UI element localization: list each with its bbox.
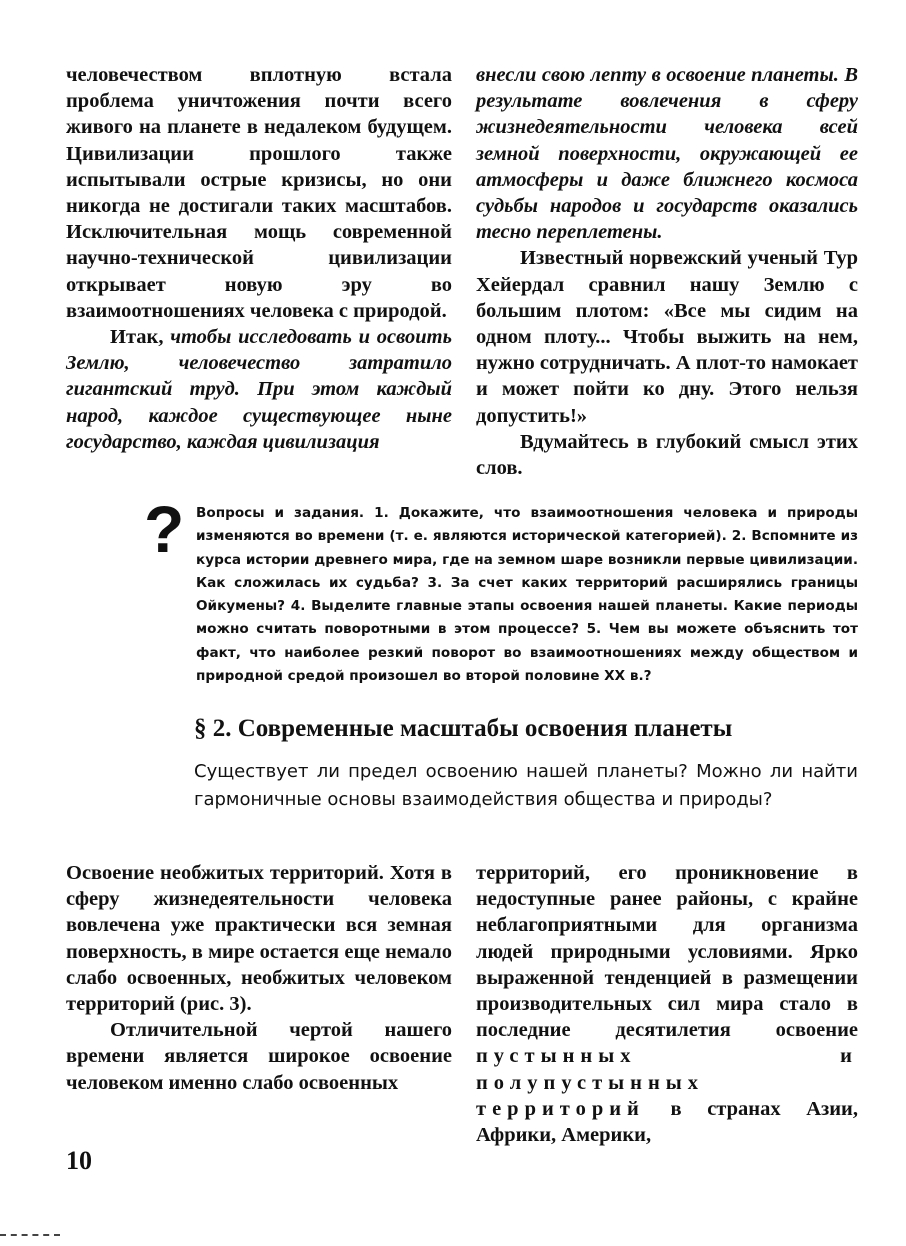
italic-emphasis: чтобы исследовать и освоить Землю, человечество затратило гигантский труд. При этом каждый народ, каждое существующее ныне государство, каждая цивилизация	[66, 326, 452, 453]
paragraph: Отличительной чертой нашего времени является широкое освоение человеком именно слабо освоенных	[66, 1019, 452, 1094]
paragraph-text: в странах Азии, Африки, Америки,	[476, 1097, 858, 1147]
top-left-column	[66, 62, 452, 455]
paragraph-lead: Итак,	[110, 326, 171, 349]
paragraph-text: Хотя в сферу жизнедеятельности человека вовлечена уже практически вся земная поверхность, в мире остается еще немало слабо освоенных, необжитых человеком территорий (рис. 3).	[66, 862, 452, 1016]
questions-label: Вопросы и задания.	[196, 505, 365, 521]
questions-text	[196, 502, 858, 688]
paragraph: человечеством вплотную встала проблема уничтожения почти всего живого на планете в недалеком будущем. Цивилизации прошлого также испытывали острые кризисы, но они никогда не достигали таких масштабов. Исключительная мощь современной научно-технической цивилизации открывает новую эру во взаимоотношениях человека с природой.	[66, 64, 452, 322]
italic-paragraph	[476, 62, 858, 245]
italic-emphasis: внесли свою лепту в освоение планеты. В результате вовлечения в сферу жизнедеятельности человека всей земной поверхности, окружающей ее атмосферы и даже ближнего космоса судьбы народов и государств оказались тесно переплетены.	[476, 64, 858, 244]
bottom-right-column	[476, 860, 858, 1148]
paragraph: Вдумайтесь в глубокий смысл этих слов.	[476, 430, 858, 480]
paragraph-text: территорий, его проникновение в недоступные ранее районы, с крайне неблагоприятными для организма людей природными условиями. Ярко выраженной тенденцией в размещении производительных сил мира стало в последние десятилетия освоение	[476, 862, 858, 1042]
section-lead-questions: Существует ли предел освоению нашей планеты? Можно ли найти гармоничные основы взаимодействия общества и природы?	[194, 761, 858, 810]
top-right-column	[476, 62, 858, 481]
spaced-emphasis: пустынных и полупустынных территорий	[476, 1045, 858, 1120]
page-number: 10	[66, 1146, 92, 1175]
question-mark-icon: ?	[144, 492, 185, 566]
subheading: Освоение необжитых территорий.	[66, 862, 384, 884]
paragraph: Известный норвежский ученый Тур Хейердал сравнил нашу Землю с большим плотом: «Все мы сидим на одном плоту... Чтобы выжить на нем, нужно сотрудничать. А плот-то намокает и может пойти ко дну. Этого нельзя допустить!»	[476, 247, 858, 427]
edge-artifact	[0, 1234, 60, 1240]
paragraph	[66, 860, 452, 1017]
paragraph	[66, 324, 452, 455]
paragraph	[476, 860, 858, 1148]
bottom-left-column	[66, 860, 452, 1096]
section-title: § 2. Современные масштабы освоения планеты	[194, 715, 733, 742]
questions-body: 1. Докажите, что взаимоотношения человека и природы изменяются во времени (т. е. являются исторической категорией). 2. Вспомните из курса истории древнего мира, где на земном шаре возникли первые цивилизации. Как сложилась их судьба? 3. За счет каких территорий расширялись границы Ойкумены? 4. Выделите главные этапы освоения нашей планеты. Какие периоды можно считать поворотными в этом процессе? 5. Чем вы можете объяснить тот факт, что наиболее резкий поворот во взаимоотношениях между обществом и природной средой произошел во второй половине XX в.?	[196, 505, 858, 685]
